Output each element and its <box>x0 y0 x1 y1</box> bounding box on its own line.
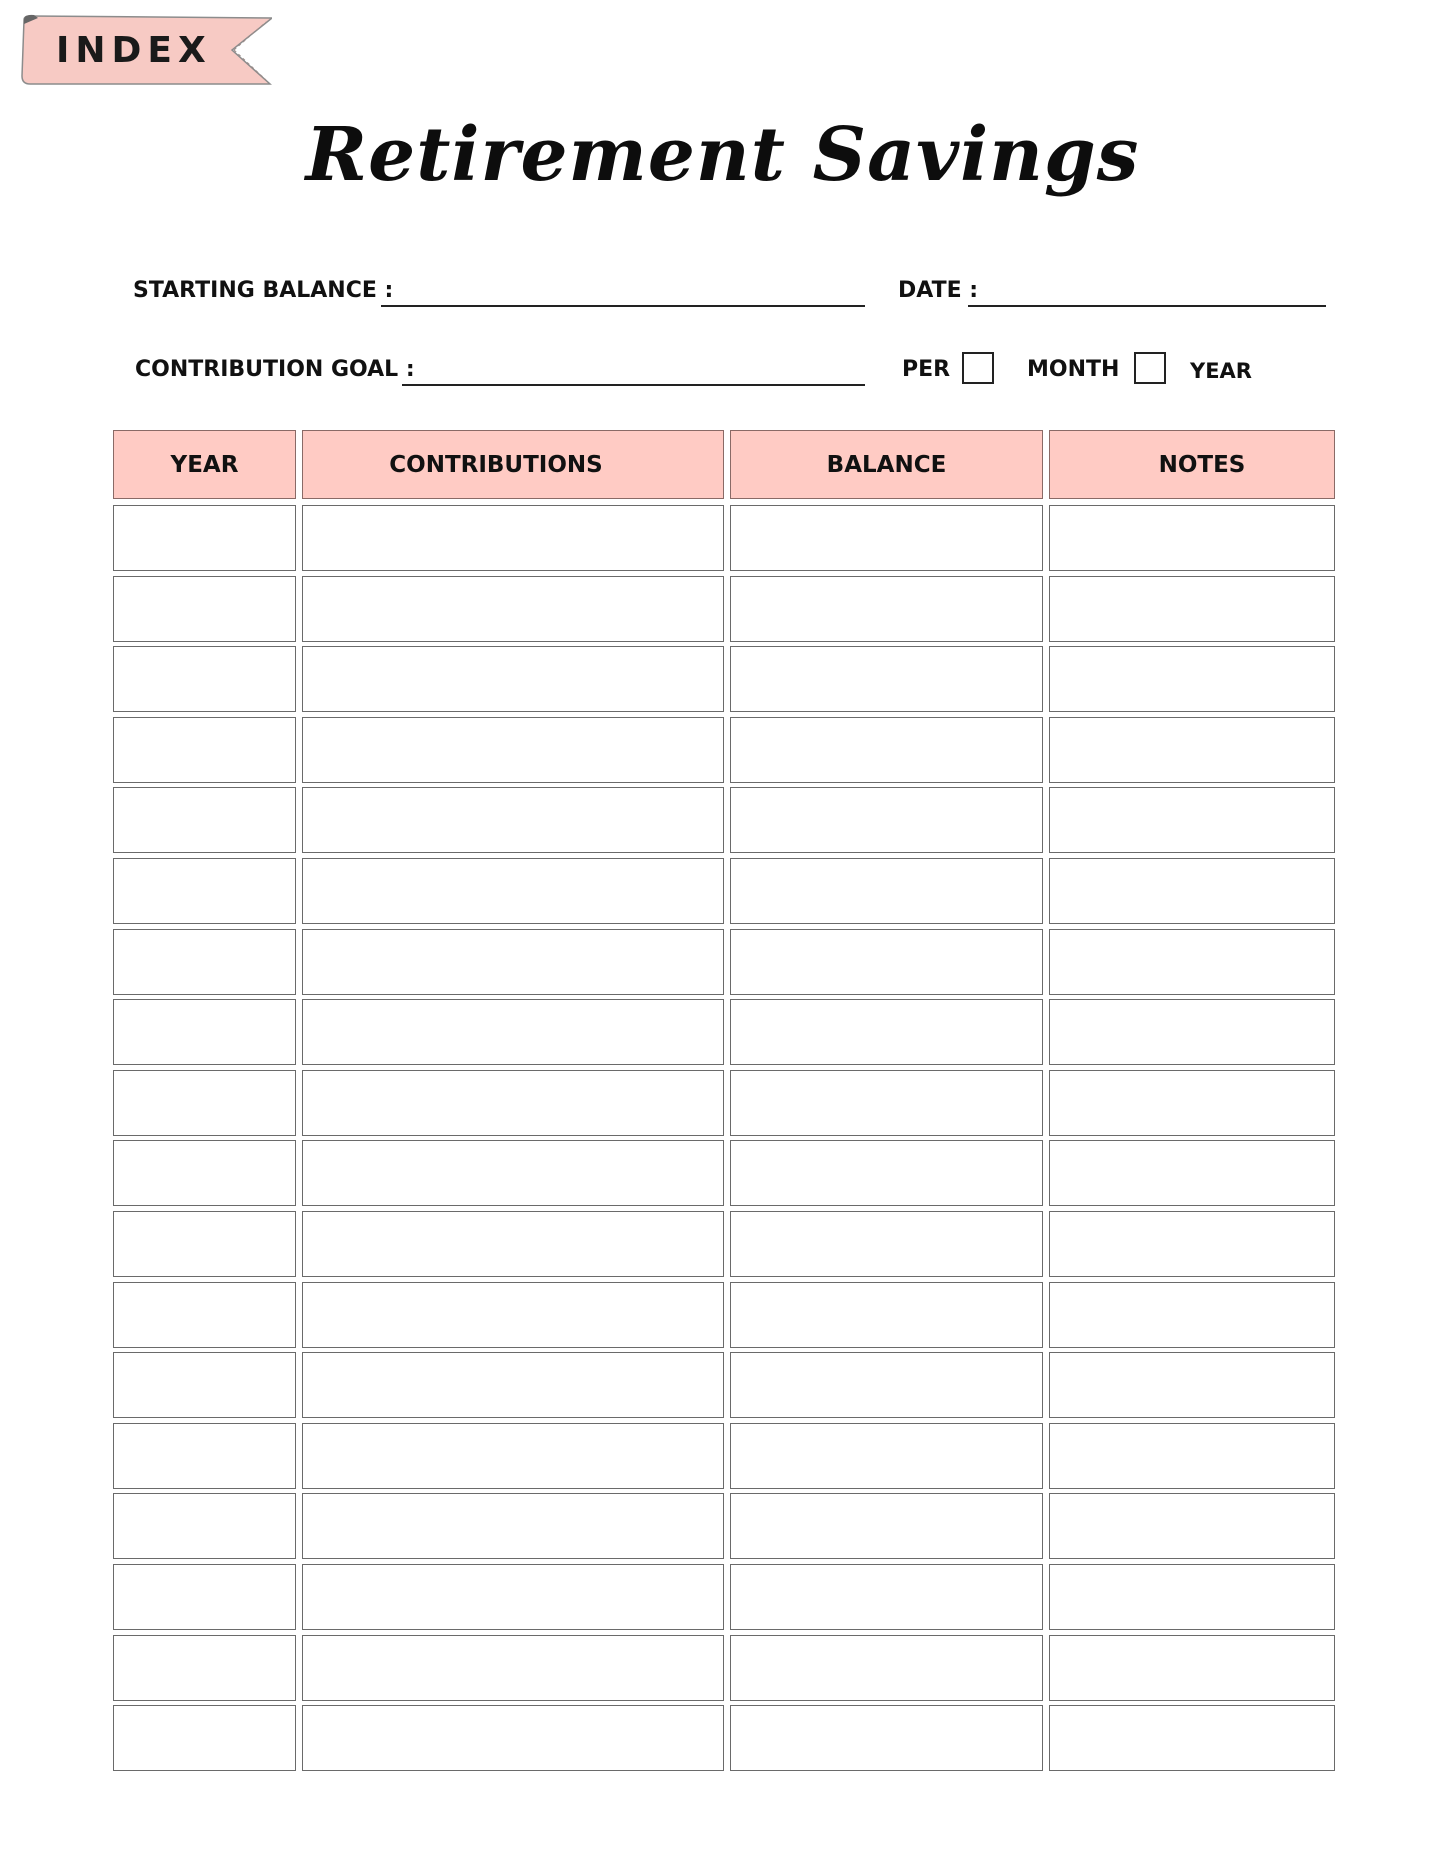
header-notes: NOTES <box>1049 430 1335 499</box>
cell-contributions[interactable] <box>302 1211 724 1277</box>
cell-balance[interactable] <box>730 717 1043 783</box>
cell-contributions[interactable] <box>302 576 724 642</box>
per-month-checkbox[interactable] <box>962 352 994 384</box>
contribution-goal-field[interactable] <box>402 384 865 386</box>
table-row <box>113 1352 1335 1423</box>
cell-notes[interactable] <box>1049 1211 1335 1277</box>
cell-notes[interactable] <box>1049 858 1335 924</box>
cell-contributions[interactable] <box>302 929 724 995</box>
cell-contributions[interactable] <box>302 646 724 712</box>
cell-year[interactable] <box>113 999 296 1065</box>
table-row <box>113 717 1335 788</box>
table-row <box>113 1493 1335 1564</box>
year-label: YEAR <box>1190 359 1252 383</box>
cell-year[interactable] <box>113 929 296 995</box>
cell-notes[interactable] <box>1049 1352 1335 1418</box>
cell-contributions[interactable] <box>302 1070 724 1136</box>
cell-balance[interactable] <box>730 646 1043 712</box>
cell-contributions[interactable] <box>302 1564 724 1630</box>
header-balance: BALANCE <box>730 430 1043 499</box>
cell-year[interactable] <box>113 1705 296 1771</box>
cell-notes[interactable] <box>1049 646 1335 712</box>
table-row <box>113 787 1335 858</box>
cell-contributions[interactable] <box>302 505 724 571</box>
cell-contributions[interactable] <box>302 1635 724 1701</box>
cell-balance[interactable] <box>730 1705 1043 1771</box>
cell-balance[interactable] <box>730 999 1043 1065</box>
cell-year[interactable] <box>113 787 296 853</box>
table-row <box>113 999 1335 1070</box>
table-row <box>113 929 1335 1000</box>
cell-contributions[interactable] <box>302 1140 724 1206</box>
table-row <box>113 576 1335 647</box>
cell-notes[interactable] <box>1049 1564 1335 1630</box>
cell-year[interactable] <box>113 1493 296 1559</box>
cell-year[interactable] <box>113 646 296 712</box>
cell-year[interactable] <box>113 1211 296 1277</box>
cell-notes[interactable] <box>1049 1282 1335 1348</box>
per-label: PER <box>902 357 951 382</box>
date-label: DATE : <box>898 278 979 303</box>
header-year: YEAR <box>113 430 296 499</box>
table-row <box>113 1635 1335 1706</box>
cell-notes[interactable] <box>1049 1493 1335 1559</box>
cell-year[interactable] <box>113 858 296 924</box>
cell-notes[interactable] <box>1049 1635 1335 1701</box>
cell-contributions[interactable] <box>302 1282 724 1348</box>
cell-year[interactable] <box>113 505 296 571</box>
cell-contributions[interactable] <box>302 787 724 853</box>
table-header-row <box>113 430 1335 505</box>
cell-notes[interactable] <box>1049 1140 1335 1206</box>
table-row <box>113 1705 1335 1776</box>
cell-balance[interactable] <box>730 1070 1043 1136</box>
page-title: Retirement Savings <box>305 112 1140 198</box>
date-field[interactable] <box>968 305 1326 307</box>
header-contributions: CONTRIBUTIONS <box>302 430 724 499</box>
cell-year[interactable] <box>113 1423 296 1489</box>
cell-contributions[interactable] <box>302 1705 724 1771</box>
cell-balance[interactable] <box>730 505 1043 571</box>
cell-contributions[interactable] <box>302 717 724 783</box>
table-row <box>113 858 1335 929</box>
cell-contributions[interactable] <box>302 1423 724 1489</box>
cell-year[interactable] <box>113 1564 296 1630</box>
cell-balance[interactable] <box>730 1211 1043 1277</box>
cell-contributions[interactable] <box>302 1352 724 1418</box>
per-year-checkbox[interactable] <box>1134 352 1166 384</box>
cell-notes[interactable] <box>1049 576 1335 642</box>
cell-contributions[interactable] <box>302 999 724 1065</box>
cell-notes[interactable] <box>1049 999 1335 1065</box>
index-label: INDEX <box>56 30 212 71</box>
cell-balance[interactable] <box>730 858 1043 924</box>
index-tab[interactable] <box>20 14 272 86</box>
starting-balance-label: STARTING BALANCE : <box>133 278 394 303</box>
table-row <box>113 505 1335 576</box>
table-row <box>113 1070 1335 1141</box>
cell-contributions[interactable] <box>302 1493 724 1559</box>
cell-notes[interactable] <box>1049 787 1335 853</box>
cell-balance[interactable] <box>730 1564 1043 1630</box>
table-row <box>113 1564 1335 1635</box>
table-row <box>113 1211 1335 1282</box>
cell-notes[interactable] <box>1049 717 1335 783</box>
cell-notes[interactable] <box>1049 1423 1335 1489</box>
table-row <box>113 1282 1335 1353</box>
table-row <box>113 646 1335 717</box>
cell-notes[interactable] <box>1049 929 1335 995</box>
cell-balance[interactable] <box>730 787 1043 853</box>
cell-contributions[interactable] <box>302 858 724 924</box>
cell-year[interactable] <box>113 1635 296 1701</box>
cell-balance[interactable] <box>730 929 1043 995</box>
cell-notes[interactable] <box>1049 1070 1335 1136</box>
cell-balance[interactable] <box>730 1493 1043 1559</box>
cell-balance[interactable] <box>730 1352 1043 1418</box>
cell-balance[interactable] <box>730 1282 1043 1348</box>
cell-year[interactable] <box>113 1282 296 1348</box>
table-row <box>113 1423 1335 1494</box>
month-label: MONTH <box>1027 357 1120 382</box>
savings-table <box>113 430 1335 1776</box>
cell-year[interactable] <box>113 576 296 642</box>
contribution-goal-label: CONTRIBUTION GOAL : <box>135 357 415 382</box>
cell-balance[interactable] <box>730 1140 1043 1206</box>
cell-balance[interactable] <box>730 576 1043 642</box>
cell-year[interactable] <box>113 717 296 783</box>
cell-notes[interactable] <box>1049 505 1335 571</box>
cell-year[interactable] <box>113 1140 296 1206</box>
starting-balance-field[interactable] <box>381 305 865 307</box>
cell-year[interactable] <box>113 1070 296 1136</box>
table-row <box>113 1140 1335 1211</box>
cell-year[interactable] <box>113 1352 296 1418</box>
cell-notes[interactable] <box>1049 1705 1335 1771</box>
table-body <box>113 505 1335 1776</box>
cell-balance[interactable] <box>730 1635 1043 1701</box>
cell-balance[interactable] <box>730 1423 1043 1489</box>
